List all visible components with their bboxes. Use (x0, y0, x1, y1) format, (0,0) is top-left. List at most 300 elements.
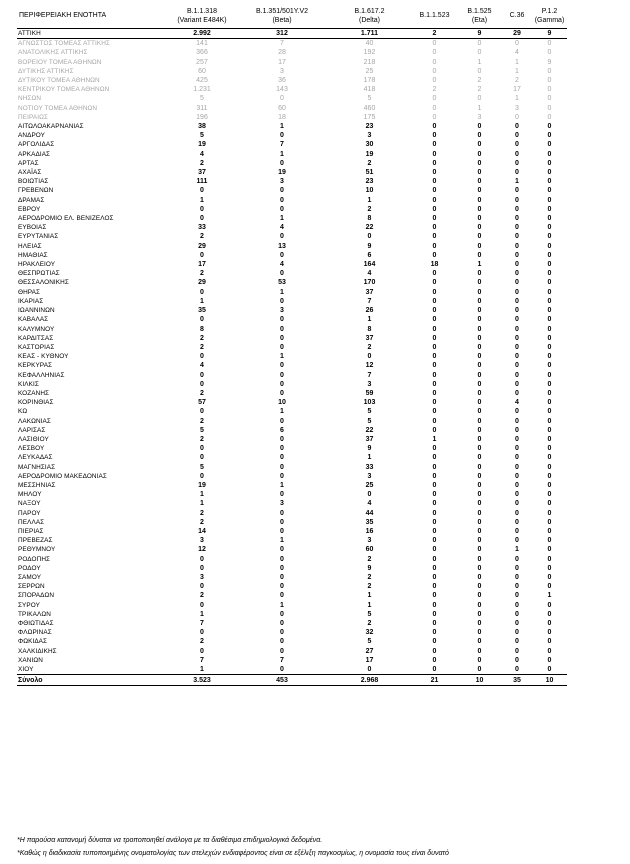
case-count: 141 (196, 40, 208, 48)
case-count: 0 (547, 270, 552, 278)
case-count: 0 (432, 141, 437, 149)
case-count: 0 (547, 233, 552, 241)
case-count: 0 (432, 224, 437, 232)
case-count: 0 (515, 334, 519, 342)
case-count: 0 (280, 159, 284, 167)
case-count: 0 (515, 169, 519, 177)
case-count: 17 (278, 58, 286, 66)
case-count: 0 (280, 132, 284, 140)
case-count: 1.231 (193, 86, 211, 94)
region-name: ΣΠΟΡΑΔΩΝ (18, 592, 55, 600)
case-count: 0 (280, 297, 284, 305)
case-count: 1 (515, 67, 519, 75)
case-count: 0 (547, 353, 552, 361)
case-count: 0 (547, 481, 552, 489)
region-name: ΗΛΕΙΑΣ (18, 242, 42, 250)
case-count: 0 (547, 546, 552, 554)
region-name: ΑΡΚΑΔΙΑΣ (18, 150, 51, 158)
case-count: 0 (477, 196, 482, 204)
table-row (17, 269, 567, 278)
table-row (17, 417, 567, 426)
case-count: 0 (515, 408, 519, 416)
case-count: 0 (477, 380, 482, 388)
case-count: 0 (515, 371, 519, 379)
case-count: 0 (280, 583, 284, 591)
case-count: 0 (477, 527, 482, 535)
table-row (17, 509, 567, 518)
footnote: *Η παρούσα κατανομή δύναται να τροποποιηθεί ανάλογα με τα διαθέσιμα επιδημιολογικά δεδομένα. (17, 837, 323, 844)
case-count: 10 (278, 399, 286, 407)
case-count: 0 (432, 297, 437, 305)
case-count: 0 (432, 647, 437, 655)
case-count: 0 (547, 399, 552, 407)
region-name: ΠΕΙΡΑΙΩΣ (18, 113, 49, 121)
case-count: 3 (200, 573, 204, 581)
table-row (17, 29, 567, 39)
table-row (17, 444, 567, 453)
case-count: 4 (200, 362, 204, 370)
case-count: 0 (432, 546, 437, 554)
case-count: 2 (367, 343, 372, 351)
case-count: 0 (477, 472, 482, 480)
case-count: 35 (198, 307, 206, 315)
case-count: 30 (365, 141, 374, 149)
case-count: 0 (432, 417, 437, 425)
case-count: 0 (432, 49, 437, 57)
case-count: 0 (432, 67, 437, 75)
case-count: 1 (200, 297, 204, 305)
case-count: 0 (200, 205, 204, 213)
case-count: 0 (280, 196, 284, 204)
case-count: 1 (280, 481, 284, 489)
case-count: 0 (477, 95, 482, 103)
case-count: 3 (280, 67, 284, 75)
table-row (17, 665, 567, 675)
case-count: 2 (367, 583, 372, 591)
case-count: 418 (363, 86, 376, 94)
case-count: 0 (477, 500, 482, 508)
case-count: 0 (515, 564, 519, 572)
case-count: 60 (278, 104, 286, 112)
case-count: 0 (547, 288, 552, 296)
case-count: 6 (280, 426, 284, 434)
case-count: 0 (280, 472, 284, 480)
case-count: 0 (432, 251, 437, 259)
case-count: 0 (547, 40, 552, 48)
table-row (17, 637, 567, 646)
region-name: ΙΩΑΝΝΙΝΩΝ (18, 307, 55, 315)
case-count: 4 (280, 261, 284, 269)
case-count: 1 (367, 454, 372, 462)
case-count: 60 (365, 546, 374, 554)
case-count: 0 (547, 86, 552, 94)
region-name: ΑΕΡΟΔΡΟΜΙΟ ΜΑΚΕΔΟΝΙΑΣ (18, 472, 107, 480)
case-count: 2 (367, 573, 372, 581)
table-row (17, 242, 567, 251)
table-body (17, 29, 567, 675)
table-row (17, 150, 567, 159)
case-count: 0 (280, 527, 284, 535)
case-count: 2 (412, 29, 457, 39)
case-count: 38 (198, 123, 206, 131)
case-count: 7 (367, 371, 372, 379)
case-count: 1 (367, 316, 372, 324)
case-count: 0 (515, 150, 519, 158)
table-row (17, 67, 567, 76)
case-count: 3 (515, 104, 519, 112)
case-count: 0 (547, 518, 552, 526)
case-count: 2 (477, 77, 482, 85)
case-count: 0 (280, 435, 284, 443)
case-count: 0 (515, 380, 519, 388)
region-name: ΧΑΛΚΙΔΙΚΗΣ (18, 647, 57, 655)
case-count: 0 (432, 656, 437, 664)
case-count: 9 (532, 29, 567, 39)
region-name: ΠΙΕΡΙΑΣ (18, 527, 44, 535)
variant-column-header: P.1.2 (Gamma) (532, 3, 567, 29)
case-count: 2 (200, 435, 204, 443)
case-count: 0 (547, 417, 552, 425)
region-name: ΡΟΔΟΠΗΣ (18, 555, 51, 563)
case-count: 0 (515, 159, 519, 167)
total-value: 453 (237, 675, 327, 686)
case-count: 0 (515, 215, 519, 223)
case-count: 0 (280, 638, 284, 646)
case-count: 0 (547, 132, 552, 140)
case-count: 3 (200, 537, 204, 545)
case-count: 0 (477, 537, 482, 545)
region-name: ΑΙΤΩΛΟΑΚΑΡΝΑΝΙΑΣ (18, 123, 84, 131)
case-count: 0 (515, 527, 519, 535)
case-count: 0 (515, 279, 519, 287)
case-count: 0 (280, 270, 284, 278)
case-count: 2 (200, 159, 204, 167)
region-name: ΚΕΑΣ - ΚΥΘΝΟΥ (18, 353, 69, 361)
case-count: 0 (280, 463, 284, 471)
case-count: 0 (280, 610, 284, 618)
case-count: 366 (196, 49, 208, 57)
case-count: 59 (365, 389, 374, 397)
case-count: 0 (547, 666, 552, 674)
case-count: 0 (432, 573, 437, 581)
table-row (17, 628, 567, 637)
table-row (17, 113, 567, 122)
case-count: 1 (200, 491, 204, 499)
table-row (17, 435, 567, 444)
case-count: 23 (365, 123, 374, 131)
case-count: 19 (278, 169, 286, 177)
case-count: 2 (200, 417, 204, 425)
case-count: 257 (196, 58, 208, 66)
case-count: 0 (547, 555, 552, 563)
case-count: 3 (367, 132, 372, 140)
region-name: ΙΚΑΡΙΑΣ (18, 297, 44, 305)
case-count: 0 (432, 463, 437, 471)
region-name: ΛΑΡΙΣΑΣ (18, 426, 46, 434)
case-count: 4 (200, 150, 204, 158)
case-count: 18 (430, 261, 439, 269)
table-row (17, 564, 567, 573)
case-count: 25 (365, 67, 374, 75)
case-count: 0 (477, 215, 482, 223)
case-count: 14 (198, 527, 206, 535)
case-count: 17 (198, 261, 206, 269)
case-count: 1 (515, 546, 519, 554)
case-count: 0 (200, 454, 204, 462)
case-count: 0 (477, 371, 482, 379)
case-count: 0 (515, 113, 519, 121)
case-count: 0 (515, 40, 519, 48)
case-count: 0 (432, 279, 437, 287)
case-count: 0 (200, 371, 204, 379)
case-count: 9 (367, 445, 372, 453)
table-row (17, 39, 567, 49)
table-row (17, 527, 567, 536)
case-count: 0 (515, 537, 519, 545)
case-count: 17 (513, 86, 521, 94)
case-count: 0 (477, 426, 482, 434)
case-count: 5 (367, 417, 372, 425)
table-row (17, 278, 567, 287)
case-count: 0 (432, 362, 437, 370)
table-row (17, 131, 567, 140)
case-count: 2 (477, 86, 482, 94)
region-name: ΛΑΚΩΝΙΑΣ (18, 417, 51, 425)
table-row (17, 426, 567, 435)
case-count: 3 (280, 178, 284, 186)
table-row (17, 647, 567, 656)
case-count: 0 (547, 316, 552, 324)
case-count: 0 (547, 343, 552, 351)
table-row (17, 159, 567, 168)
case-count: 192 (363, 49, 376, 57)
case-count: 0 (280, 555, 284, 563)
region-name: ΤΡΙΚΑΛΩΝ (18, 610, 51, 618)
table-header (17, 3, 567, 29)
case-count: 5 (367, 95, 372, 103)
case-count: 1 (477, 58, 482, 66)
case-count: 0 (477, 463, 482, 471)
case-count: 1 (280, 123, 284, 131)
case-count: 0 (432, 95, 437, 103)
case-count: 0 (515, 141, 519, 149)
case-count: 0 (432, 187, 437, 195)
table-row (17, 352, 567, 361)
case-count: 0 (515, 491, 519, 499)
case-count: 18 (278, 113, 286, 121)
region-name: ΑΕΡΟΔΡΟΜΙΟ ΕΛ. ΒΕΝΙΖΕΛΟΣ (18, 215, 114, 223)
case-count: 0 (477, 454, 482, 462)
case-count: 0 (547, 251, 552, 259)
case-count: 0 (280, 205, 284, 213)
case-count: 0 (515, 445, 519, 453)
case-count: 0 (432, 389, 437, 397)
total-value: 21 (412, 675, 457, 686)
case-count: 0 (547, 638, 552, 646)
case-count: 2 (367, 205, 372, 213)
region-name: ΚΟΖΑΝΗΣ (18, 389, 50, 397)
case-count: 2 (200, 509, 204, 517)
case-count: 0 (547, 629, 552, 637)
case-count: 0 (515, 297, 519, 305)
table-row (17, 398, 567, 407)
case-count: 0 (200, 445, 204, 453)
case-count: 19 (365, 150, 374, 158)
case-count: 0 (477, 297, 482, 305)
case-count: 25 (365, 481, 374, 489)
case-count: 1 (200, 500, 204, 508)
case-count: 0 (477, 620, 482, 627)
case-count: 0 (547, 242, 552, 250)
region-name: ΑΝΔΡΟΥ (18, 132, 46, 140)
case-count: 0 (547, 454, 552, 462)
case-count: 1 (515, 178, 519, 186)
case-count: 0 (547, 389, 552, 397)
case-count: 0 (515, 353, 519, 361)
case-count: 0 (432, 242, 437, 250)
region-name: ΔΥΤΙΚΟΥ ΤΟΜΕΑ ΑΘΗΝΩΝ (18, 77, 100, 85)
case-count: 0 (515, 509, 519, 517)
case-count: 0 (547, 169, 552, 177)
region-name: ΗΜΑΘΙΑΣ (18, 251, 48, 259)
case-count: 2 (200, 233, 204, 241)
case-count: 0 (515, 592, 519, 600)
region-name: ΜΕΣΣΗΝΙΑΣ (18, 481, 56, 489)
case-count: 0 (200, 353, 204, 361)
case-count: 0 (477, 656, 482, 664)
case-count: 311 (196, 104, 208, 112)
case-count: 0 (432, 620, 437, 627)
case-count: 1 (280, 408, 284, 416)
region-name: ΚΩ (18, 408, 28, 416)
table-row (17, 251, 567, 260)
case-count: 9 (367, 242, 372, 250)
case-count: 0 (515, 620, 519, 627)
case-count: 460 (363, 104, 376, 112)
table-row (17, 223, 567, 232)
case-count: 0 (547, 279, 552, 287)
case-count: 0 (515, 638, 519, 646)
case-count: 0 (432, 104, 437, 112)
case-count: 0 (432, 205, 437, 213)
case-count: 0 (432, 610, 437, 618)
case-count: 8 (367, 215, 372, 223)
case-count: 0 (515, 233, 519, 241)
case-count: 0 (432, 509, 437, 517)
table-row (17, 260, 567, 269)
case-count: 164 (363, 261, 376, 269)
case-count: 0 (515, 472, 519, 480)
total-label: Σύνολο (17, 675, 167, 686)
case-count: 3 (280, 307, 284, 315)
case-count: 0 (515, 656, 519, 664)
table-row (17, 205, 567, 214)
region-name: ΑΧΑΪΑΣ (18, 169, 42, 177)
table-row (17, 610, 567, 619)
table-row (17, 601, 567, 610)
table-row (17, 343, 567, 352)
case-count: 0 (547, 307, 552, 315)
case-count: 10 (365, 187, 374, 195)
table-row (17, 122, 567, 131)
case-count: 0 (547, 445, 552, 453)
case-count: 0 (547, 362, 552, 370)
case-count: 44 (365, 509, 374, 517)
footnote: *Καθώς η διαδικασία τυποποιημένης ονοματολογίας των στελεχών ενδιαφέροντος είναι σε εξέλιξη παγκοσμίως, η ονομασία τους είναι δυνατό (17, 850, 449, 857)
table-row (17, 380, 567, 389)
case-count: 0 (432, 270, 437, 278)
case-count: 2 (367, 620, 372, 627)
table-row (17, 177, 567, 186)
case-count: 0 (547, 463, 552, 471)
total-value: 10 (457, 675, 502, 686)
case-count: 0 (200, 316, 204, 324)
case-count: 0 (547, 371, 552, 379)
case-count: 0 (547, 215, 552, 223)
case-count: 0 (477, 353, 482, 361)
case-count: 2 (432, 86, 437, 94)
case-count: 0 (547, 95, 552, 103)
case-count: 17 (365, 656, 374, 664)
case-count: 5 (367, 610, 372, 618)
case-count: 0 (200, 647, 204, 655)
case-count: 0 (477, 270, 482, 278)
case-count: 0 (280, 491, 284, 499)
case-count: 218 (363, 58, 376, 66)
case-count: 0 (280, 389, 284, 397)
case-count: 0 (367, 666, 372, 674)
table-row (17, 591, 567, 600)
case-count: 1 (515, 58, 519, 66)
table-row (17, 389, 567, 398)
case-count: 0 (547, 500, 552, 508)
region-name: ΡΟΔΟΥ (18, 564, 41, 572)
variant-column-header: B.1.1.318 (Variant E484K) (167, 3, 237, 29)
case-count: 0 (280, 445, 284, 453)
region-name: ΕΒΡΟΥ (18, 205, 41, 213)
case-count: 0 (477, 141, 482, 149)
case-count: 0 (515, 629, 519, 637)
case-count: 0 (547, 380, 552, 388)
case-count: 37 (365, 334, 374, 342)
case-count: 0 (515, 187, 519, 195)
case-count: 9 (367, 564, 372, 572)
case-count: 2 (515, 77, 519, 85)
case-count: 0 (547, 187, 552, 195)
region-name: ΒΟΡΕΙΟΥ ΤΟΜΕΑ ΑΘΗΝΩΝ (18, 58, 102, 66)
case-count: 0 (477, 159, 482, 167)
case-count: 175 (363, 113, 376, 121)
case-count: 1.711 (327, 29, 412, 39)
case-count: 0 (547, 113, 552, 121)
case-count: 1 (432, 435, 437, 443)
case-count: 0 (280, 233, 284, 241)
region-name: ΒΟΙΩΤΙΑΣ (18, 178, 49, 186)
region-name: ΧΙΟΥ (18, 666, 34, 674)
case-count: 0 (280, 343, 284, 351)
case-count: 0 (547, 178, 552, 186)
case-count: 0 (547, 601, 552, 609)
case-count: 0 (280, 380, 284, 388)
case-count: 0 (515, 454, 519, 462)
case-count: 9 (547, 58, 552, 66)
table-row (17, 94, 567, 103)
case-count: 0 (432, 472, 437, 480)
case-count: 178 (363, 77, 376, 85)
total-row (17, 675, 567, 686)
case-count: 0 (280, 371, 284, 379)
case-count: 8 (200, 325, 204, 333)
